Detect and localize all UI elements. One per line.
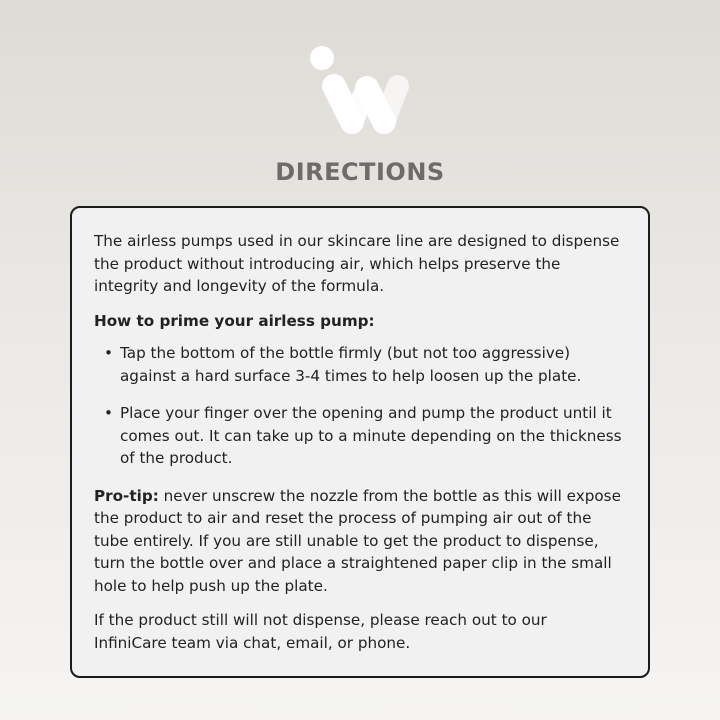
list-item	[94, 342, 622, 387]
protip-text: never unscrew the nozzle from the bottle as this will expose the product to air and reset the process of pumping air out of the tube entirely. If you are still unable to get the product to dispense, turn the bottle over and place a straightened paper clip in the small hole to help push up the plate.	[94, 486, 621, 595]
bullet-icon: •	[104, 344, 113, 362]
protip-label: Pro-tip:	[94, 486, 159, 505]
protip-paragraph	[94, 485, 622, 598]
bullet-icon: •	[104, 404, 113, 422]
page-title: DIRECTIONS	[275, 158, 445, 186]
prime-heading: How to prime your airless pump:	[94, 311, 375, 330]
step-text: Tap the bottom of the bottle firmly (but not too aggressive) against a hard surface 3-4 times to help loosen up the plate.	[120, 344, 582, 385]
intro-paragraph: The airless pumps used in our skincare line are designed to dispense the product without introducing air, which helps preserve the integrity and longevity of the formula.	[94, 232, 620, 295]
closing-paragraph: If the product still will not dispense, please reach out to our InfiniCare team via chat, email, or phone.	[94, 611, 547, 652]
directions-card	[70, 206, 650, 678]
list-item	[94, 402, 622, 470]
brand-logo-icon	[300, 40, 420, 140]
step-text: Place your finger over the opening and pump the product until it comes out. It can take up to a minute depending on the thickness of the product.	[120, 404, 622, 467]
steps-list	[94, 342, 622, 470]
